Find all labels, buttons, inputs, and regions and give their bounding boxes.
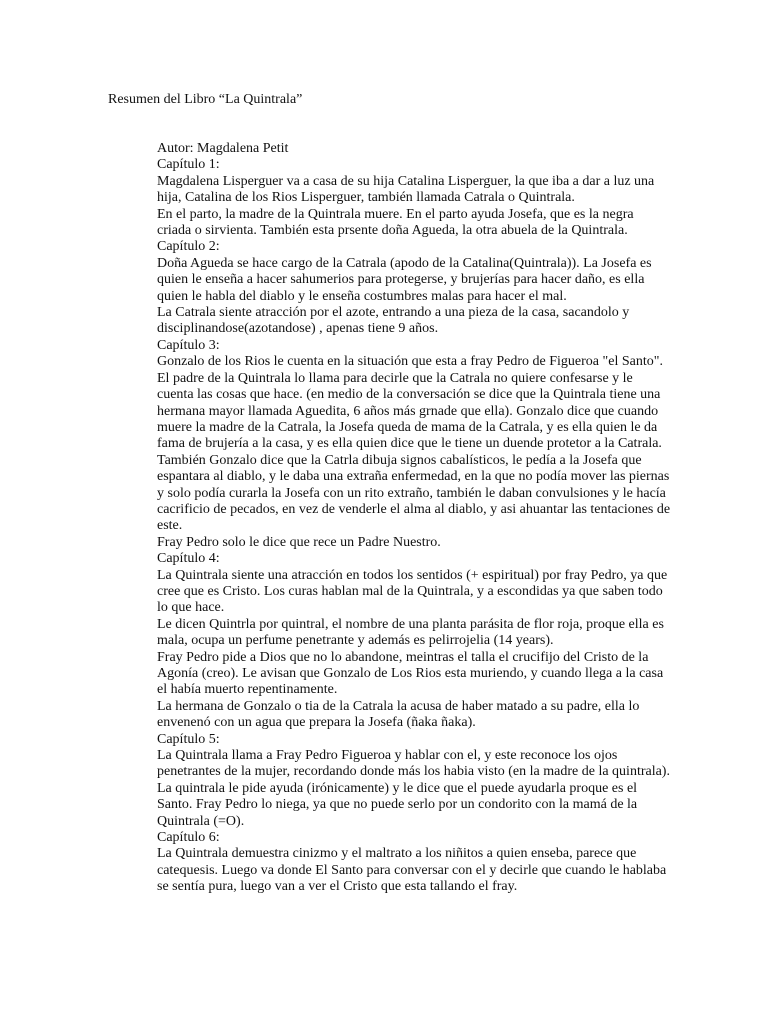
paragraph: Gonzalo de los Rios le cuenta en la situación que esta a fray Pedro de Figueroa "el Santo". El padre de la Quintrala lo llama para decirle que la Catrala no quiere confesarse y le cuenta las cosas que hace. (en medio de la conversación se dice que la Quintrala tiene una hermana mayor llamada Aguedita, 6 años más grnade que ella). Gonzalo dice que cuando muere la madre de la Catrala, la Josefa queda de mama de la Catrala, y es ella quien le da fama de brujería a la casa, y es ella quien dice que le tiene un duende protetor a la Catrala. xyxy=(157,354,663,452)
paragraph: La Quintrala siente una atracción en todos los sentidos (+ espiritual) por fray Pedro, ya que cree que es Cristo. Los curas hablan mal de la Quintrala, y a escondidas ya que saben todo lo que hace. xyxy=(157,567,668,616)
paragraph: En el parto, la madre de la Quintrala muere. En el parto ayuda Josefa, que es la negra criada o sirvienta. También esta prsente doña Agueda, la otra abuela de la Quintrala. xyxy=(157,206,634,239)
chapter-heading: Capítulo 6: xyxy=(157,830,220,846)
paragraph: También Gonzalo dice que la Catrla dibuja signos cabalísticos, le pedía a la Josefa que espantara al diablo, y le daba una extraña enfermedad, en la que no podía mover las piernas y solo podía curarla la Josefa con un rito extraño, también le daban convulsiones y le hacía cacrificio de pecados, en vez de venderle el alma al diablo, y asi ahuantar las tentaciones de este. xyxy=(157,452,671,534)
paragraph: La hermana de Gonzalo o tia de la Catrala la acusa de haber matado a su padre, ella lo envenenó con un agua que prepara la Josefa (ñaka ñaka). xyxy=(157,698,640,731)
paragraph: La Quintrala demuestra cinizmo y el maltrato a los niñitos a quien enseba, parece que catequesis. Luego va donde El Santo para conversar con el y decirle que cuando le hablaba se sentía pura, luego van a ver el Cristo que esta tallando el fray. xyxy=(157,846,667,895)
document-body xyxy=(157,141,671,896)
author-line: Autor: Magdalena Petit xyxy=(157,141,289,156)
chapter-heading: Capítulo 1: xyxy=(157,157,220,173)
paragraph: Le dicen Quintrla por quintral, el nombre de una planta parásita de flor roja, proque ella es mala, ocupa un perfume penetrante y además es pelirrojelia (14 years). xyxy=(157,616,664,649)
paragraph: Magdalena Lisperguer va a casa de su hija Catalina Lisperguer, la que iba a dar a luz una hija, Catalina de los Rios Lisperguer, también llamada Catrala o Quintrala. xyxy=(157,173,655,206)
paragraph: Doña Agueda se hace cargo de la Catrala (apodo de la Catalina(Quintrala)). La Josefa es quien le enseña a hacer sahumerios para protegerse, y brujerías para hacer daño, es ella quien le habla del diablo y le enseña costumbres malas para hacer el mal. xyxy=(157,255,652,304)
chapter-heading: Capítulo 5: xyxy=(157,731,220,747)
chapter-heading: Capítulo 3: xyxy=(157,337,220,353)
paragraph: La Quintrala llama a Fray Pedro Figueroa y hablar con el, y este reconoce los ojos penetrantes de la mujer, recordando donde más los habia visto (en la madre de la quintrala). La quintrala le pide ayuda (irónicamente) y le dice que el puede ayudarla proque es el Santo. Fray Pedro lo niega, ya que no puede serlo por un condorito con la mamá de la Quintrala (=O). xyxy=(157,748,670,829)
paragraph: Fray Pedro solo le dice que rece un Padre Nuestro. xyxy=(157,534,441,550)
paragraph: La Catrala siente atracción por el azote, entrando a una pieza de la casa, sacandolo y disciplinandose(azotandose) , apenas tiene 9 años. xyxy=(157,305,630,337)
chapter-heading: Capítulo 2: xyxy=(157,239,220,255)
chapter-heading: Capítulo 4: xyxy=(157,551,220,567)
paragraph: Fray Pedro pide a Dios que no lo abandone, meintras el talla el crucifijo del Cristo de la Agonía (creo). Le avisan que Gonzalo de Los Rios esta muriendo, y cuando llega a la casa el había muerto repentinamente. xyxy=(157,649,664,698)
document-title: Resumen del Libro “La Quintrala” xyxy=(108,92,303,107)
